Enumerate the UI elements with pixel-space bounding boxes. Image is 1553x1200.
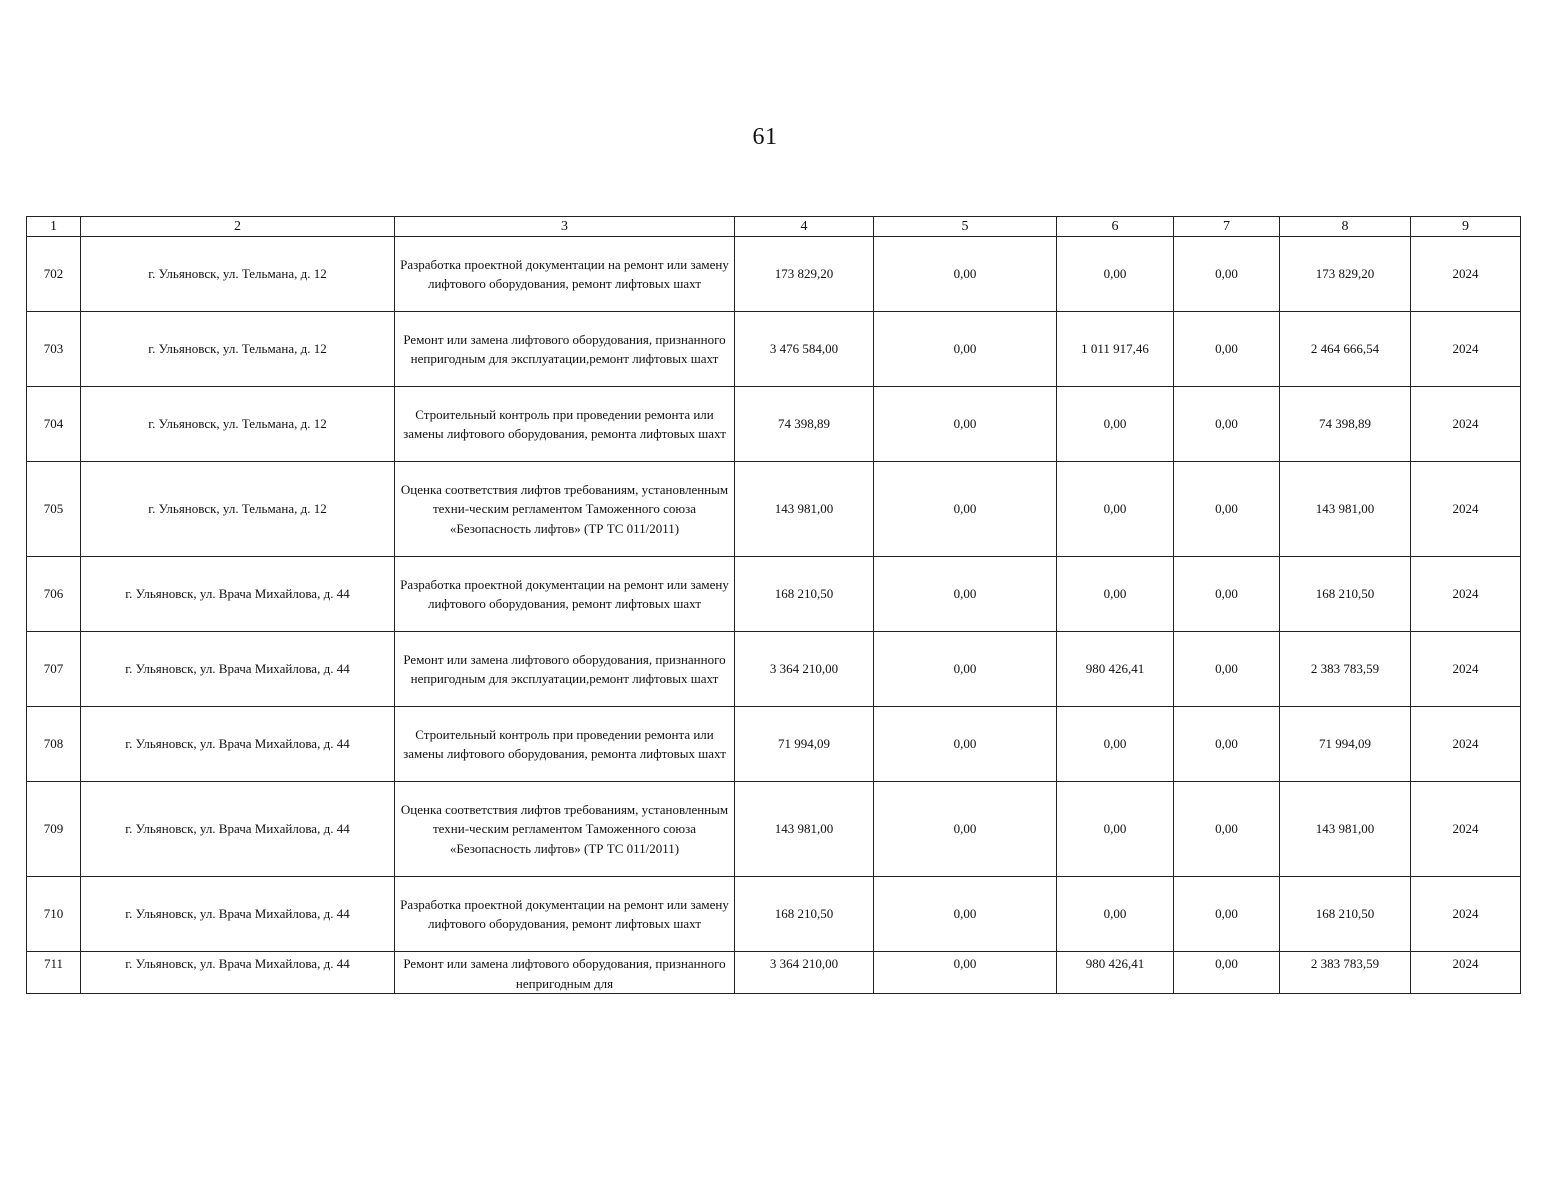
- address-cell: г. Ульяновск, ул. Врача Михайлова, д. 44: [81, 707, 395, 782]
- amount-cell: 0,00: [874, 387, 1057, 462]
- work-description-cell: Ремонт или замена лифтового оборудования, признанного непригодным для эксплуатации,ремонт лифтовых шахт: [395, 312, 735, 387]
- row-number: 704: [27, 387, 81, 462]
- amount-cell: 143 981,00: [1280, 782, 1411, 877]
- amount-cell: 71 994,09: [1280, 707, 1411, 782]
- amount-cell: 1 011 917,46: [1057, 312, 1174, 387]
- amount-cell: 0,00: [874, 462, 1057, 557]
- amount-cell: 0,00: [1057, 237, 1174, 312]
- amount-cell: 0,00: [874, 312, 1057, 387]
- amount-cell: 143 981,00: [735, 782, 874, 877]
- amount-cell: 0,00: [1174, 312, 1280, 387]
- amount-cell: 0,00: [1174, 877, 1280, 952]
- amount-cell: 0,00: [874, 707, 1057, 782]
- table-row: [27, 707, 1521, 782]
- work-description-cell: Строительный контроль при проведении ремонта или замены лифтового оборудования, ремонта лифтовых шахт: [395, 707, 735, 782]
- row-number: 711: [27, 952, 81, 994]
- amount-cell: 0,00: [1174, 462, 1280, 557]
- year-cell: 2024: [1411, 312, 1521, 387]
- work-description-cell: Строительный контроль при проведении ремонта или замены лифтового оборудования, ремонта лифтовых шахт: [395, 387, 735, 462]
- row-number: 703: [27, 312, 81, 387]
- address-cell: г. Ульяновск, ул. Тельмана, д. 12: [81, 237, 395, 312]
- amount-cell: 71 994,09: [735, 707, 874, 782]
- address-cell: г. Ульяновск, ул. Врача Михайлова, д. 44: [81, 782, 395, 877]
- work-description-cell: Ремонт или замена лифтового оборудования, признанного непригодным для эксплуатации,ремонт лифтовых шахт: [395, 632, 735, 707]
- amount-cell: 980 426,41: [1057, 952, 1174, 994]
- amount-cell: 980 426,41: [1057, 632, 1174, 707]
- table-row: [27, 632, 1521, 707]
- table-row: [27, 462, 1521, 557]
- amount-cell: 3 476 584,00: [735, 312, 874, 387]
- header-cell: 4: [735, 217, 874, 237]
- table-row: [27, 782, 1521, 877]
- amount-cell: 168 210,50: [1280, 877, 1411, 952]
- address-cell: г. Ульяновск, ул. Тельмана, д. 12: [81, 312, 395, 387]
- amount-cell: 0,00: [874, 782, 1057, 877]
- header-cell: 8: [1280, 217, 1411, 237]
- amount-cell: 168 210,50: [1280, 557, 1411, 632]
- row-number: 706: [27, 557, 81, 632]
- year-cell: 2024: [1411, 707, 1521, 782]
- table-row: [27, 387, 1521, 462]
- work-description-cell: Оценка соответствия лифтов требованиям, установленным техни-ческим регламентом Таможенного союза «Безопасность лифтов» (ТР ТС 011/2011): [395, 462, 735, 557]
- amount-cell: 0,00: [1174, 707, 1280, 782]
- header-cell: 6: [1057, 217, 1174, 237]
- amount-cell: 0,00: [1057, 387, 1174, 462]
- header-cell: 2: [81, 217, 395, 237]
- header-cell: 5: [874, 217, 1057, 237]
- header-cell: 3: [395, 217, 735, 237]
- amount-cell: 0,00: [1174, 237, 1280, 312]
- year-cell: 2024: [1411, 877, 1521, 952]
- address-cell: г. Ульяновск, ул. Тельмана, д. 12: [81, 387, 395, 462]
- address-cell: г. Ульяновск, ул. Врача Михайлова, д. 44: [81, 952, 395, 994]
- amount-cell: 0,00: [1057, 782, 1174, 877]
- work-description-cell: Разработка проектной документации на ремонт или замену лифтового оборудования, ремонт лифтовых шахт: [395, 877, 735, 952]
- amount-cell: 0,00: [874, 557, 1057, 632]
- amount-cell: 143 981,00: [1280, 462, 1411, 557]
- year-cell: 2024: [1411, 387, 1521, 462]
- amount-cell: 0,00: [874, 952, 1057, 994]
- amount-cell: 173 829,20: [735, 237, 874, 312]
- amount-cell: 0,00: [1057, 462, 1174, 557]
- row-number: 707: [27, 632, 81, 707]
- amount-cell: 0,00: [874, 877, 1057, 952]
- amount-cell: 0,00: [874, 632, 1057, 707]
- table-row: [27, 952, 1521, 994]
- year-cell: 2024: [1411, 462, 1521, 557]
- address-cell: г. Ульяновск, ул. Врача Михайлова, д. 44: [81, 557, 395, 632]
- year-cell: 2024: [1411, 952, 1521, 994]
- header-cell: 1: [27, 217, 81, 237]
- amount-cell: 2 383 783,59: [1280, 952, 1411, 994]
- table-row: [27, 237, 1521, 312]
- header-cell: 7: [1174, 217, 1280, 237]
- row-number: 708: [27, 707, 81, 782]
- amount-cell: 0,00: [874, 237, 1057, 312]
- address-cell: г. Ульяновск, ул. Врача Михайлова, д. 44: [81, 632, 395, 707]
- row-number: 709: [27, 782, 81, 877]
- row-number: 702: [27, 237, 81, 312]
- amount-cell: 0,00: [1174, 557, 1280, 632]
- work-description-cell: Разработка проектной документации на ремонт или замену лифтового оборудования, ремонт лифтовых шахт: [395, 237, 735, 312]
- amount-cell: 168 210,50: [735, 557, 874, 632]
- amount-cell: 168 210,50: [735, 877, 874, 952]
- work-description-cell: Ремонт или замена лифтового оборудования, признанного непригодным для: [395, 952, 735, 994]
- amount-cell: 2 464 666,54: [1280, 312, 1411, 387]
- year-cell: 2024: [1411, 782, 1521, 877]
- amount-cell: 0,00: [1174, 387, 1280, 462]
- amount-cell: 173 829,20: [1280, 237, 1411, 312]
- amount-cell: 143 981,00: [735, 462, 874, 557]
- work-description-cell: Разработка проектной документации на ремонт или замену лифтового оборудования, ремонт лифтовых шахт: [395, 557, 735, 632]
- amount-cell: 0,00: [1057, 707, 1174, 782]
- row-number: 705: [27, 462, 81, 557]
- address-cell: г. Ульяновск, ул. Тельмана, д. 12: [81, 462, 395, 557]
- amount-cell: 0,00: [1057, 557, 1174, 632]
- amount-cell: 2 383 783,59: [1280, 632, 1411, 707]
- year-cell: 2024: [1411, 237, 1521, 312]
- amount-cell: 74 398,89: [1280, 387, 1411, 462]
- amount-cell: 0,00: [1174, 952, 1280, 994]
- amount-cell: 74 398,89: [735, 387, 874, 462]
- amount-cell: 0,00: [1174, 782, 1280, 877]
- work-description-cell: Оценка соответствия лифтов требованиям, установленным техни-ческим регламентом Таможенного союза «Безопасность лифтов» (ТР ТС 011/2011): [395, 782, 735, 877]
- amount-cell: 3 364 210,00: [735, 952, 874, 994]
- row-number: 710: [27, 877, 81, 952]
- year-cell: 2024: [1411, 632, 1521, 707]
- table-row: [27, 557, 1521, 632]
- amount-cell: 0,00: [1057, 877, 1174, 952]
- table-row: [27, 312, 1521, 387]
- year-cell: 2024: [1411, 557, 1521, 632]
- header-cell: 9: [1411, 217, 1521, 237]
- table-row: [27, 877, 1521, 952]
- page-number: 61: [752, 124, 778, 150]
- works-table: [26, 216, 1521, 994]
- amount-cell: 0,00: [1174, 632, 1280, 707]
- amount-cell: 3 364 210,00: [735, 632, 874, 707]
- address-cell: г. Ульяновск, ул. Врача Михайлова, д. 44: [81, 877, 395, 952]
- header-row: [27, 217, 1521, 237]
